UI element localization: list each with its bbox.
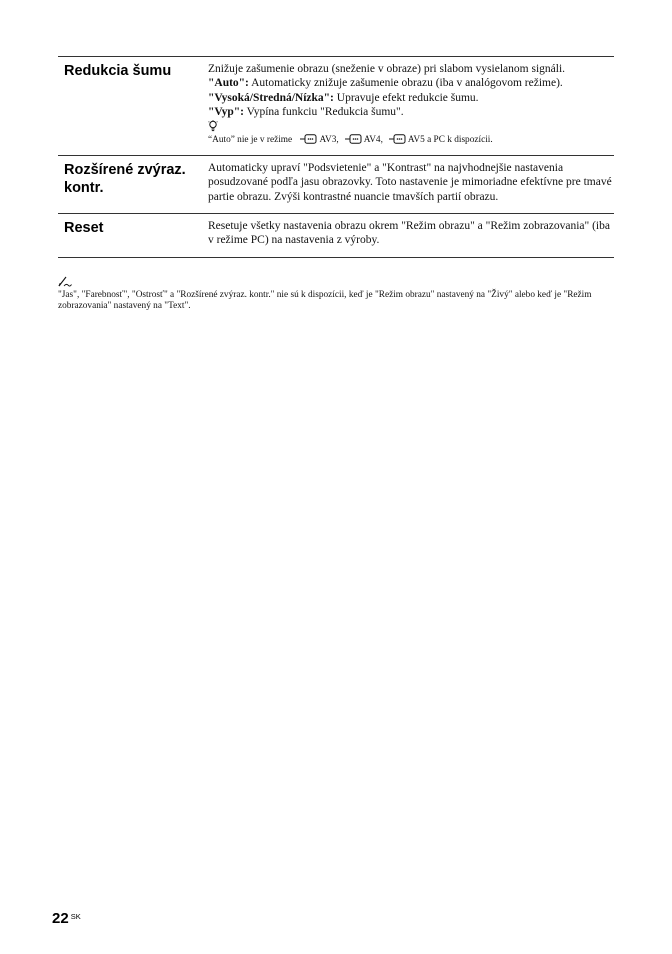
table-row [58, 213, 614, 258]
tip-suffix: AV5 a PC k dispozícii. [407, 135, 493, 146]
av-input-icon [389, 134, 406, 144]
table-row [58, 155, 614, 213]
table-row [58, 56, 614, 155]
av-input-icon [345, 134, 362, 144]
page-number-value: 22 [52, 910, 69, 927]
option-line [208, 76, 614, 90]
description-line: Znižuje zašumenie obrazu (sneženie v obraze) pri slabom vysielanom signáli. [208, 63, 566, 75]
page-language: SK [70, 912, 81, 921]
note-block [58, 276, 618, 312]
option-label: "Vyp": [208, 105, 244, 118]
option-text: Upravuje efekt redukcie šumu. [333, 91, 479, 104]
description-advanced-contrast: Automaticky upraví "Podsvietenie" a "Kontrast" na najvhodnejšie nastavenia posudzované podľa jasu obrazovky. Toto nastavenie je mimoriadne efektívne pre tmavé partie obrazu. Zvýši kontrastné nuancie tmavších partií obrazu. [208, 162, 612, 203]
option-label: "Auto": [208, 77, 249, 90]
option-text: Automaticky znižuje zašumenie obrazu (iba v analógovom režime). [248, 77, 563, 90]
tip-av3: AV3, [319, 135, 339, 146]
option-label: "Vysoká/Stredná/Nízka": [208, 91, 334, 104]
term-reset: Reset [64, 220, 104, 237]
option-text: Vypína funkciu "Redukcia šumu". [244, 105, 404, 118]
pencil-note-icon [58, 276, 72, 287]
option-line [208, 91, 614, 105]
option-line [208, 105, 614, 119]
page-number [52, 910, 81, 927]
description-reset: Resetuje všetky nastavenia obrazu okrem "Režim obrazu" a "Režim zobrazovania" (iba v režime PC) na nastavenia z výroby. [208, 220, 610, 247]
settings-table [58, 56, 614, 258]
description-noise-reduction [208, 62, 614, 146]
term-advanced-contrast: Rozšírené zvýraz. kontr. [64, 162, 186, 197]
term-noise-reduction: Redukcia šumu [64, 63, 172, 79]
av-input-icon [300, 134, 317, 144]
tip-text [208, 134, 614, 146]
note-text: "Jas", "Farebnosť", "Ostrosť" a "Rozšírené zvýraz. kontr." nie sú k dispozícii, keď je "Režim obrazu" nastavený na "Živý" alebo keď je "Režim zobrazovania" nastavený na "Text". [58, 290, 592, 311]
tip-av4: AV4, [363, 135, 383, 146]
tip-prefix: “Auto” nie je v režime [208, 135, 293, 146]
lightbulb-icon [208, 120, 218, 132]
